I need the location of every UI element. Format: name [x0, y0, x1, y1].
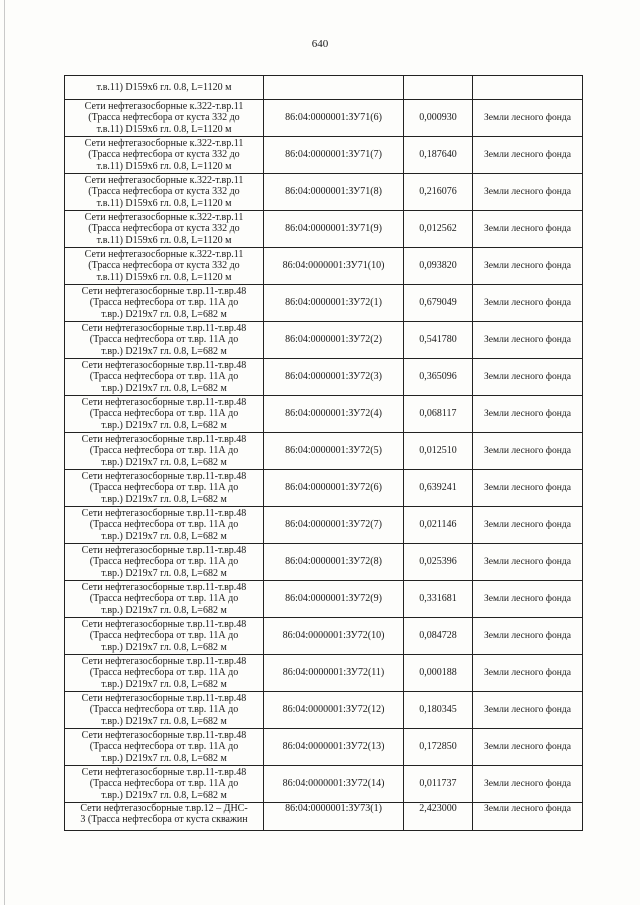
object-name-line: 3 (Трасса нефтесбора от куста скважин: [80, 814, 248, 826]
land-category-cell: [473, 76, 583, 100]
cadastral-number-cell: 86:04:0000001:ЗУ72(8): [264, 544, 404, 581]
object-name-cell: [65, 100, 264, 137]
cadastral-number-cell: 86:04:0000001:ЗУ72(6): [264, 470, 404, 507]
table-row: [65, 544, 583, 581]
object-name-cell: [65, 322, 264, 359]
area-cell: 0,068117: [404, 396, 473, 433]
table-row: [65, 618, 583, 655]
table-row: [65, 174, 583, 211]
table-row: [65, 470, 583, 507]
object-name-line: Сети нефтегазосборные т.вр.11-т.вр.48: [81, 360, 247, 372]
object-name-line: (Трасса нефтесбора от т.вр. 11А до: [89, 778, 239, 790]
object-name-line: т.вр.) D219x7 гл. 0.8, L=682 м: [101, 752, 227, 764]
area-cell: 0,639241: [404, 470, 473, 507]
object-name-line: (Трасса нефтесбора от т.вр. 11А до: [89, 741, 239, 753]
object-name-line: т.вр.) D219x7 гл. 0.8, L=682 м: [101, 641, 227, 653]
land-category-cell: Земли лесного фонда: [473, 729, 583, 766]
table-row: [65, 100, 583, 137]
object-name-line: (Трасса нефтесбора от куста 332 до: [88, 112, 240, 124]
object-name-line: (Трасса нефтесбора от т.вр. 11А до: [89, 519, 239, 531]
land-category-cell: Земли лесного фонда: [473, 618, 583, 655]
object-name-line: Сети нефтегазосборные т.вр.11-т.вр.48: [81, 286, 247, 298]
cadastral-number-cell: 86:04:0000001:ЗУ72(1): [264, 285, 404, 322]
object-name-cell: [65, 729, 264, 766]
object-name-line: (Трасса нефтесбора от т.вр. 11А до: [89, 630, 239, 642]
object-name-cell: [65, 285, 264, 322]
object-name-line: т.вр.) D219x7 гл. 0.8, L=682 м: [101, 715, 227, 727]
cadastral-number-cell: 86:04:0000001:ЗУ71(7): [264, 137, 404, 174]
object-name-cell: [65, 507, 264, 544]
object-name-cell: [65, 544, 264, 581]
object-name-line: (Трасса нефтесбора от т.вр. 11А до: [89, 593, 239, 605]
area-cell: 0,000930: [404, 100, 473, 137]
area-cell: 0,187640: [404, 137, 473, 174]
table-row: [65, 248, 583, 285]
land-plot-table: [64, 75, 583, 831]
land-category-cell: Земли лесного фонда: [473, 692, 583, 729]
object-name-line: (Трасса нефтесбора от т.вр. 11А до: [89, 482, 239, 494]
object-name-line: т.в.11) D159x6 гл. 0.8, L=1120 м: [96, 234, 232, 246]
table-row: [65, 507, 583, 544]
table-row: [65, 359, 583, 396]
land-category-cell: Земли лесного фонда: [473, 248, 583, 285]
cadastral-number-cell: 86:04:0000001:ЗУ72(7): [264, 507, 404, 544]
table-row: [65, 322, 583, 359]
object-name-cell: [65, 211, 264, 248]
object-name-cell: [65, 803, 264, 831]
area-cell: 0,331681: [404, 581, 473, 618]
object-name-line: т.в.11) D159x6 гл. 0.8, L=1120 м: [96, 160, 232, 172]
area-cell: 0,012562: [404, 211, 473, 248]
object-name-line: (Трасса нефтесбора от куста 332 до: [88, 223, 240, 235]
land-category-cell: Земли лесного фонда: [473, 322, 583, 359]
object-name-line: т.вр.) D219x7 гл. 0.8, L=682 м: [101, 345, 227, 357]
object-name-line: т.вр.) D219x7 гл. 0.8, L=682 м: [101, 678, 227, 690]
page-edge-line: [4, 0, 5, 905]
object-name-line: Сети нефтегазосборные т.вр.11-т.вр.48: [81, 323, 247, 335]
land-category-cell: Земли лесного фонда: [473, 137, 583, 174]
object-name-cell: [65, 581, 264, 618]
cadastral-number-cell: 86:04:0000001:ЗУ72(3): [264, 359, 404, 396]
object-name-line: Сети нефтегазосборные т.вр.11-т.вр.48: [81, 656, 247, 668]
land-category-cell: Земли лесного фонда: [473, 766, 583, 803]
land-category-cell: Земли лесного фонда: [473, 211, 583, 248]
object-name-line: Сети нефтегазосборные к.322-т.вр.11: [84, 101, 244, 113]
land-category-cell: Земли лесного фонда: [473, 396, 583, 433]
area-cell: 0,093820: [404, 248, 473, 285]
table-row: [65, 766, 583, 803]
area-cell: 0,216076: [404, 174, 473, 211]
area-cell: 0,025396: [404, 544, 473, 581]
object-name-line: (Трасса нефтесбора от т.вр. 11А до: [89, 371, 239, 383]
area-cell: 2,423000: [404, 803, 473, 831]
area-cell: 0,000188: [404, 655, 473, 692]
object-name-line: Сети нефтегазосборные к.322-т.вр.11: [84, 175, 244, 187]
cadastral-number-cell: 86:04:0000001:ЗУ73(1): [264, 803, 404, 831]
cadastral-number-cell: 86:04:0000001:ЗУ72(2): [264, 322, 404, 359]
object-name-line: Сети нефтегазосборные т.вр.11-т.вр.48: [81, 730, 247, 742]
object-name-line: Сети нефтегазосборные т.вр.11-т.вр.48: [81, 767, 247, 779]
object-name-cell: [65, 359, 264, 396]
object-name-line: (Трасса нефтесбора от т.вр. 11А до: [89, 445, 239, 457]
table-row: [65, 211, 583, 248]
area-cell: 0,180345: [404, 692, 473, 729]
object-name-line: Сети нефтегазосборные к.322-т.вр.11: [84, 212, 244, 224]
object-name-cell: [65, 76, 264, 100]
land-category-cell: Земли лесного фонда: [473, 285, 583, 322]
area-cell: 0,012510: [404, 433, 473, 470]
object-name-line: т.вр.) D219x7 гл. 0.8, L=682 м: [101, 567, 227, 579]
table-row: [65, 803, 583, 831]
object-name-line: Сети нефтегазосборные т.вр.11-т.вр.48: [81, 693, 247, 705]
object-name-line: т.вр.) D219x7 гл. 0.8, L=682 м: [101, 789, 227, 801]
area-cell: 0,011737: [404, 766, 473, 803]
object-name-line: Сети нефтегазосборные т.вр.11-т.вр.48: [81, 397, 247, 409]
object-name-cell: [65, 137, 264, 174]
table-row: [65, 285, 583, 322]
object-name-line: т.вр.) D219x7 гл. 0.8, L=682 м: [101, 493, 227, 505]
object-name-cell: [65, 655, 264, 692]
land-category-cell: Земли лесного фонда: [473, 507, 583, 544]
cadastral-number-cell: [264, 76, 404, 100]
object-name-cell: [65, 248, 264, 285]
table-row: [65, 433, 583, 470]
land-category-cell: Земли лесного фонда: [473, 359, 583, 396]
land-category-cell: Земли лесного фонда: [473, 581, 583, 618]
object-name-line: (Трасса нефтесбора от т.вр. 11А до: [89, 704, 239, 716]
table-row: [65, 692, 583, 729]
object-name-line: т.вр.) D219x7 гл. 0.8, L=682 м: [101, 382, 227, 394]
object-name-line: Сети нефтегазосборные т.вр.11-т.вр.48: [81, 508, 247, 520]
object-name-line: т.вр.) D219x7 гл. 0.8, L=682 м: [101, 456, 227, 468]
area-cell: 0,679049: [404, 285, 473, 322]
object-name-line: (Трасса нефтесбора от т.вр. 11А до: [89, 408, 239, 420]
object-name-cell: [65, 433, 264, 470]
object-name-line: Сети нефтегазосборные т.вр.11-т.вр.48: [81, 434, 247, 446]
object-name-line: т.в.11) D159x6 гл. 0.8, L=1120 м: [96, 197, 232, 209]
object-name-line: т.вр.) D219x7 гл. 0.8, L=682 м: [101, 419, 227, 431]
table-row: [65, 396, 583, 433]
table-row: [65, 655, 583, 692]
area-cell: 0,084728: [404, 618, 473, 655]
cadastral-number-cell: 86:04:0000001:ЗУ72(11): [264, 655, 404, 692]
land-category-cell: Земли лесного фонда: [473, 100, 583, 137]
cadastral-number-cell: 86:04:0000001:ЗУ72(12): [264, 692, 404, 729]
object-name-line: Сети нефтегазосборные к.322-т.вр.11: [84, 249, 244, 261]
object-name-line: (Трасса нефтесбора от т.вр. 11А до: [89, 334, 239, 346]
object-name-line: т.вр.) D219x7 гл. 0.8, L=682 м: [101, 308, 227, 320]
object-name-line: (Трасса нефтесбора от куста 332 до: [88, 149, 240, 161]
page-number: 640: [311, 38, 329, 50]
object-name-line: Сети нефтегазосборные т.вр.11-т.вр.48: [81, 582, 247, 594]
area-cell: 0,172850: [404, 729, 473, 766]
area-cell: 0,541780: [404, 322, 473, 359]
table-row: [65, 729, 583, 766]
land-category-cell: Земли лесного фонда: [473, 544, 583, 581]
land-category-cell: Земли лесного фонда: [473, 470, 583, 507]
object-name-line: т.в.11) D159x6 гл. 0.8, L=1120 м: [96, 123, 232, 135]
area-cell: 0,021146: [404, 507, 473, 544]
land-plot-table-body: [65, 76, 583, 831]
cadastral-number-cell: 86:04:0000001:ЗУ72(4): [264, 396, 404, 433]
cadastral-number-cell: 86:04:0000001:ЗУ71(8): [264, 174, 404, 211]
object-name-line: (Трасса нефтесбора от куста 332 до: [88, 260, 240, 272]
object-name-cell: [65, 766, 264, 803]
object-name-line: (Трасса нефтесбора от т.вр. 11А до: [89, 667, 239, 679]
cadastral-number-cell: 86:04:0000001:ЗУ71(9): [264, 211, 404, 248]
cadastral-number-cell: 86:04:0000001:ЗУ71(6): [264, 100, 404, 137]
table-row: [65, 137, 583, 174]
cadastral-number-cell: 86:04:0000001:ЗУ72(9): [264, 581, 404, 618]
object-name-line: т.вр.) D219x7 гл. 0.8, L=682 м: [101, 530, 227, 542]
cadastral-number-cell: 86:04:0000001:ЗУ72(14): [264, 766, 404, 803]
cadastral-number-cell: 86:04:0000001:ЗУ72(10): [264, 618, 404, 655]
object-name-line: (Трасса нефтесбора от т.вр. 11А до: [89, 556, 239, 568]
land-category-cell: Земли лесного фонда: [473, 174, 583, 211]
land-category-cell: Земли лесного фонда: [473, 803, 583, 831]
table-row: [65, 581, 583, 618]
land-category-cell: Земли лесного фонда: [473, 433, 583, 470]
cadastral-number-cell: 86:04:0000001:ЗУ72(5): [264, 433, 404, 470]
object-name-line: Сети нефтегазосборные т.вр.11-т.вр.48: [81, 471, 247, 483]
cadastral-number-cell: 86:04:0000001:ЗУ72(13): [264, 729, 404, 766]
object-name-line: (Трасса нефтесбора от куста 332 до: [88, 186, 240, 198]
area-cell: [404, 76, 473, 100]
object-name-line: (Трасса нефтесбора от т.вр. 11А до: [89, 297, 239, 309]
table-row-continued: [65, 76, 583, 100]
object-name-line: т.в.11) D159x6 гл. 0.8, L=1120 м: [96, 81, 232, 93]
land-category-cell: Земли лесного фонда: [473, 655, 583, 692]
object-name-line: Сети нефтегазосборные к.322-т.вр.11: [84, 138, 244, 150]
object-name-cell: [65, 396, 264, 433]
object-name-line: Сети нефтегазосборные т.вр.11-т.вр.48: [81, 545, 247, 557]
object-name-cell: [65, 174, 264, 211]
object-name-line: Сети нефтегазосборные т.вр.11-т.вр.48: [81, 619, 247, 631]
object-name-cell: [65, 692, 264, 729]
object-name-line: Сети нефтегазосборные т.вр.12 – ДНС-: [80, 803, 248, 814]
object-name-cell: [65, 470, 264, 507]
object-name-line: т.вр.) D219x7 гл. 0.8, L=682 м: [101, 604, 227, 616]
object-name-cell: [65, 618, 264, 655]
object-name-line: т.в.11) D159x6 гл. 0.8, L=1120 м: [96, 271, 232, 283]
area-cell: 0,365096: [404, 359, 473, 396]
cadastral-number-cell: 86:04:0000001:ЗУ71(10): [264, 248, 404, 285]
